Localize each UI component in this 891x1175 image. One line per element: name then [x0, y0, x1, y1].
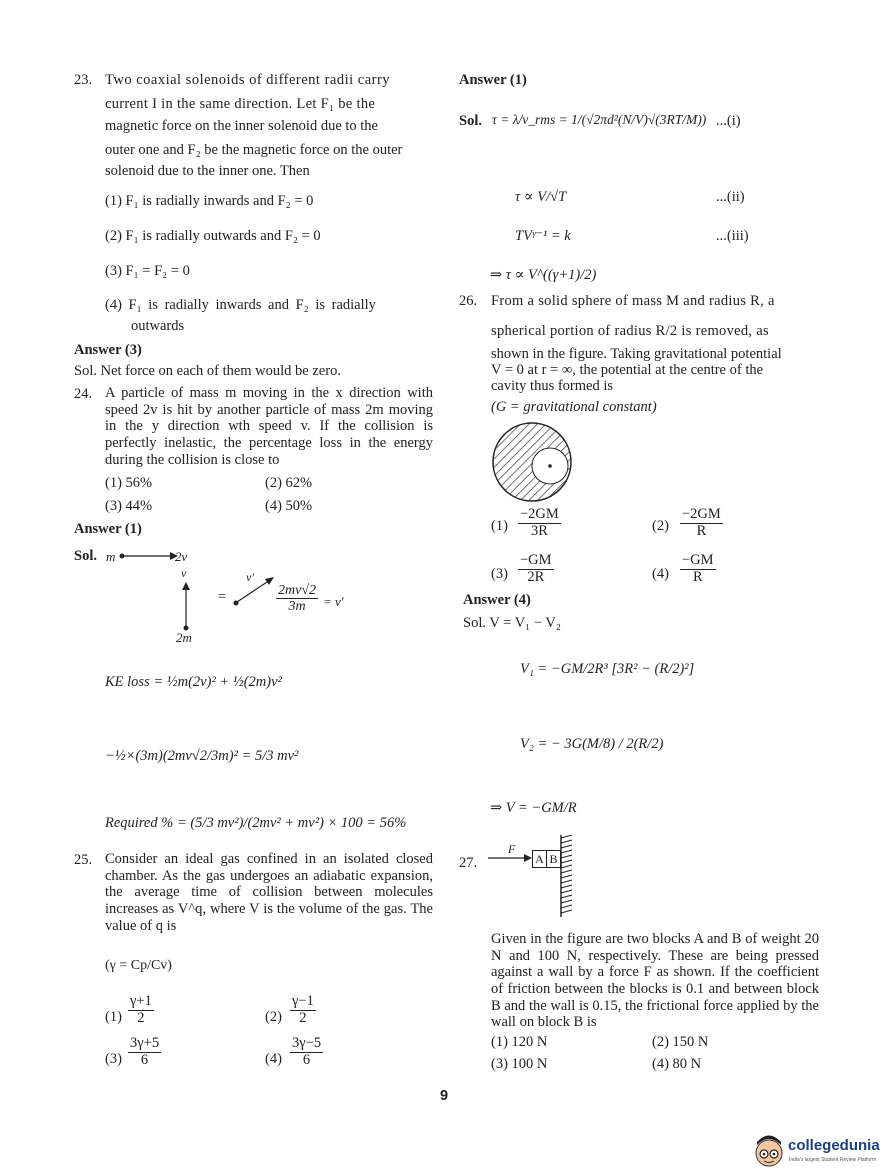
- answer-label: Answer (1): [459, 72, 527, 88]
- question-number: 26.: [459, 293, 478, 309]
- fraction-denominator: R: [696, 522, 707, 539]
- option-4-fraction: [290, 1036, 323, 1069]
- fraction-denominator: 2: [299, 1009, 307, 1026]
- question-line: shown in the figure. Taking gravitational potential: [491, 346, 782, 362]
- equation-tag: ...(iii): [716, 228, 749, 244]
- block-a: A: [532, 850, 547, 868]
- velocity-arrow-y: [180, 582, 192, 632]
- question-number: 27.: [459, 855, 478, 871]
- fraction-numerator: 3γ+5: [130, 1035, 160, 1051]
- equation-tag: ...(ii): [716, 189, 745, 205]
- student-mascot-icon: [752, 1133, 786, 1169]
- option-3-label: (3): [105, 1051, 122, 1067]
- option-3: (3) F₁ = F₂ = 0: [105, 263, 190, 279]
- option-4: (4) 50%: [265, 498, 313, 514]
- force-label: F: [508, 842, 516, 856]
- question-line: Two coaxial solenoids of different radii carry: [105, 72, 391, 88]
- mass-label: m: [106, 549, 116, 564]
- gravitational-constant-note: (G = gravitational constant): [491, 399, 657, 415]
- question-line: V = 0 at r = ∞, the potential at the centre of the: [491, 362, 764, 378]
- collegedunia-logo: [752, 1133, 882, 1171]
- option-1: (1) 120 N: [491, 1034, 548, 1050]
- fraction-numerator: 2mv√2: [278, 583, 317, 598]
- fraction-denominator: 6: [140, 1051, 149, 1068]
- option-3: (3) 44%: [105, 498, 153, 514]
- option-4-fraction: [680, 553, 716, 586]
- option-4-label: (4): [652, 566, 669, 582]
- fraction-numerator: −2GM: [520, 506, 559, 522]
- mass-label: 2m: [176, 630, 192, 645]
- fraction-numerator: −GM: [682, 552, 714, 568]
- option-2-label: (2): [265, 1009, 282, 1025]
- option-1-label: (1): [491, 518, 508, 534]
- question-line: solenoid due to the inner one. Then: [105, 163, 310, 179]
- v-result: ⇒ V = −GM/R: [490, 800, 577, 816]
- option-3-fraction: [518, 553, 554, 586]
- question-text: Given in the figure are two blocks A and B of weight 20 N and 100 N, respectively. These are being pressed against a wall by a force F as shown. If the coefficient of friction between the blocks is 0.1 and between block B and the wall is 0.15, the frictional force applied by the wall on block B is: [491, 931, 819, 1031]
- solution-label: Sol.: [74, 548, 97, 564]
- resultant-arrow: [232, 575, 277, 607]
- question-line: current I in the same direction. Let F₁ be the: [105, 96, 376, 112]
- fraction-numerator: −2GM: [682, 506, 721, 522]
- ke-loss-equation: KE loss = ½m(2v)² + ½(2m)v²: [105, 674, 282, 690]
- question-line: spherical portion of radius R/2 is removed, as: [491, 323, 769, 339]
- solution-text: Sol. Net force on each of them would be zero.: [74, 363, 341, 379]
- fraction-numerator: 3γ−5: [292, 1035, 322, 1051]
- option-3-label: (3): [491, 566, 508, 582]
- tau-equation: τ = λ/v_rms = 1/(√2πd²(N/V)√(3RT/M)): [492, 112, 707, 127]
- solution-text: Sol. V = V₁ − V₂: [463, 615, 561, 631]
- logo-tagline: India's largest Student Review Platform: [789, 1157, 877, 1163]
- option-1: (1) F₁ is radially inwards and F₂ = 0: [105, 193, 314, 209]
- question-number: 25.: [74, 852, 93, 868]
- fraction-numerator: γ+1: [130, 993, 152, 1009]
- fraction-denominator: R: [692, 568, 703, 585]
- answer-label: Answer (1): [74, 521, 142, 537]
- required-percentage: Required % = (5/3 mv²)/(2mv² + mv²) × 100 = 56%: [105, 815, 407, 831]
- solution-label: Sol.: [459, 113, 482, 129]
- option-3-fraction: [128, 1036, 161, 1069]
- option-2: (2) F₁ is radially outwards and F₂ = 0: [105, 228, 321, 244]
- answer-label: Answer (3): [74, 342, 142, 358]
- logo-name: collegedunia: [788, 1137, 880, 1154]
- wall: [560, 835, 574, 920]
- option-3: (3) 100 N: [491, 1056, 548, 1072]
- fraction-denominator: 2R: [527, 568, 545, 585]
- option-2: (2) 62%: [265, 475, 313, 491]
- fraction-denominator: 2: [137, 1009, 145, 1026]
- fraction-numerator: γ−1: [292, 993, 314, 1009]
- option-2: (2) 150 N: [652, 1034, 709, 1050]
- answer-label: Answer (4): [463, 592, 531, 608]
- velocity-fraction: [276, 583, 318, 615]
- ke-loss-equation-2: −½×(3m)(2mv√2/3m)² = 5/3 mv²: [105, 748, 299, 764]
- fraction-numerator: −GM: [520, 552, 552, 568]
- velocity-result: = v': [323, 594, 344, 609]
- option-2-fraction: [290, 994, 316, 1027]
- tau-proportionality: τ ∝ V/√T: [515, 189, 567, 205]
- fraction-denominator: 3m: [288, 599, 306, 615]
- option-4: (4) 80 N: [652, 1056, 702, 1072]
- question-number: 24.: [74, 386, 93, 402]
- sphere-cavity-figure: [490, 420, 575, 505]
- speed-label: v: [181, 566, 187, 580]
- fraction-denominator: 6: [302, 1051, 311, 1068]
- block-b: B: [546, 850, 561, 868]
- question-line: cavity thus formed is: [491, 378, 614, 394]
- option-1: (1) 56%: [105, 475, 153, 491]
- question-text: A particle of mass m moving in the x direction with speed 2v is hit by another particle of mass 2m moving in the y direction wth speed v. If the collision is perfectly inelastic, the percentage loss in the energy during the collision is close to: [105, 385, 433, 468]
- option-4-continued: outwards: [131, 318, 185, 334]
- fraction-denominator: 3R: [530, 522, 548, 539]
- tau-result: ⇒ τ ∝ V^((γ+1)/2): [490, 267, 597, 283]
- question-line: outer one and F₂ be the magnetic force on the outer: [105, 142, 403, 158]
- page-number: 9: [440, 1088, 449, 1104]
- question-text: Consider an ideal gas confined in an isolated closed chamber. As the gas undergoes an adiabatic expansion, the average time of collision between molecules increases as V^q, where V is the volume of the gas. The value of q is: [105, 851, 433, 934]
- question-number: 23.: [74, 72, 93, 88]
- equals-sign: =: [218, 589, 227, 605]
- option-2-fraction: [680, 507, 723, 540]
- equation-tag: ...(i): [716, 113, 741, 129]
- option-1-fraction: [128, 994, 154, 1027]
- option-1-fraction: [518, 507, 561, 540]
- adiabatic-relation: TVᵞ⁻¹ = k: [515, 228, 571, 244]
- gamma-definition: (γ = Cp/Cv): [105, 958, 172, 973]
- v2-equation: V₂ = − 3G(M/8) / 2(R/2): [520, 736, 664, 752]
- v1-equation: V₁ = −GM/2R³ [3R² − (R/2)²]: [520, 661, 695, 677]
- speed-label: 2v: [175, 549, 188, 564]
- option-4-label: (4): [265, 1051, 282, 1067]
- option-1-label: (1): [105, 1009, 122, 1025]
- force-arrow: [488, 852, 533, 864]
- velocity-label: v': [246, 570, 254, 584]
- question-line: magnetic force on the inner solenoid due to the: [105, 118, 378, 134]
- question-line: From a solid sphere of mass M and radius R, a: [491, 293, 775, 309]
- velocity-arrow-x: [118, 550, 178, 562]
- option-2-label: (2): [652, 518, 669, 534]
- option-4: (4) F₁ is radially inwards and F₂ is radially: [105, 297, 376, 313]
